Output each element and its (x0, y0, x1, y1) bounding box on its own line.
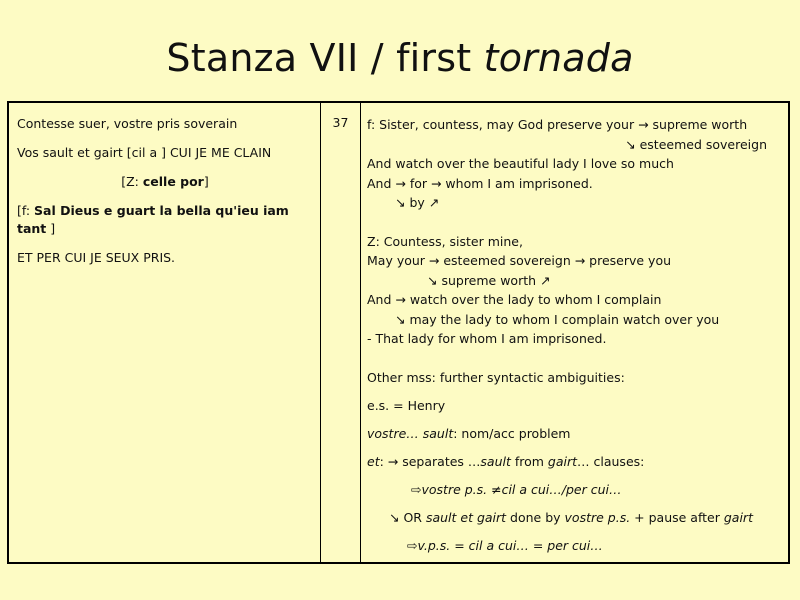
note-line (367, 452, 787, 471)
translation-column (367, 115, 787, 564)
original-text-column (17, 115, 313, 278)
variant-prefix: [f: (17, 203, 35, 218)
arrow-icon: ⇨ (411, 481, 422, 497)
note-italic: gairt (547, 453, 578, 469)
note-italic: v.p.s. = cil a cui… = per cui… (417, 537, 603, 553)
arrow-icon: ⇨ (407, 537, 418, 553)
note-line (367, 508, 787, 527)
translation-line: May your → esteemed sovereign → preserve you (367, 253, 672, 268)
note-italic: et (367, 453, 380, 469)
translation-line: And → for → whom I am imprisoned. (367, 175, 593, 191)
translation-line: f: Sister, countess, may God preserve your → supreme worth (367, 117, 748, 132)
variant-prefix: [Z: (121, 174, 143, 189)
variant-z (17, 173, 313, 191)
column-divider (360, 103, 361, 562)
translation-line: ↘ supreme worth ↗ (427, 272, 551, 288)
note-line: Other mss: further syntactic ambiguities: (367, 369, 625, 385)
note-italic: sault (480, 453, 511, 469)
text-line: ET PER CUI JE SEUX PRIS. (17, 250, 176, 265)
note-italic: vostre… sault (367, 425, 454, 441)
column-divider (320, 103, 321, 562)
variant-f-text: Sal Dieus e guart la bella qu'ieu iam tant (17, 203, 289, 236)
translation-line: ↘ esteemed sovereign (625, 136, 767, 152)
note-line (367, 480, 787, 499)
note-text: ↘ OR (389, 509, 426, 525)
translation-line: - That lady for whom I am imprisoned. (367, 331, 607, 346)
note-text: from (510, 453, 548, 469)
note-line (367, 424, 787, 443)
note-text: done by (506, 509, 565, 525)
note-text: : → separates … (379, 453, 481, 469)
title-italic: tornada (483, 36, 634, 80)
note-italic: sault et gairt (425, 509, 507, 525)
translation-line: And → watch over the lady to whom I complain (367, 292, 662, 307)
note-text: : nom/acc problem (453, 425, 571, 441)
line-number: 37 (332, 115, 349, 130)
variant-suffix: ] (203, 174, 209, 189)
stanza-table (7, 101, 790, 564)
note-italic: vostre p.s. (564, 509, 631, 525)
variant-suffix: ] (46, 221, 56, 236)
note-text: … clauses: (577, 453, 645, 469)
variant-z-text: celle por (142, 174, 204, 189)
translation-line: ↘ may the lady to whom I complain watch over you (395, 311, 720, 327)
translation-line: ↘ by ↗ (395, 195, 440, 210)
variant-f (17, 202, 313, 238)
note-text: + pause after (630, 509, 724, 525)
text-line: Vos sault et gairt [cil a ] CUI JE ME CLAIN (17, 145, 272, 160)
translation-line: And watch over the beautiful lady I love so much (367, 156, 674, 171)
note-italic: gairt (723, 509, 753, 525)
translation-line: Z: Countess, sister mine, (367, 233, 523, 249)
slide-title (0, 36, 800, 80)
note-line (367, 536, 787, 555)
title-main: Stanza VII / first (166, 36, 484, 80)
text-line: Contesse suer, vostre pris soverain (17, 116, 238, 131)
note-italic: vostre p.s. ≠cil a cui…/per cui… (421, 481, 622, 497)
note-line: e.s. = Henry (367, 397, 446, 413)
